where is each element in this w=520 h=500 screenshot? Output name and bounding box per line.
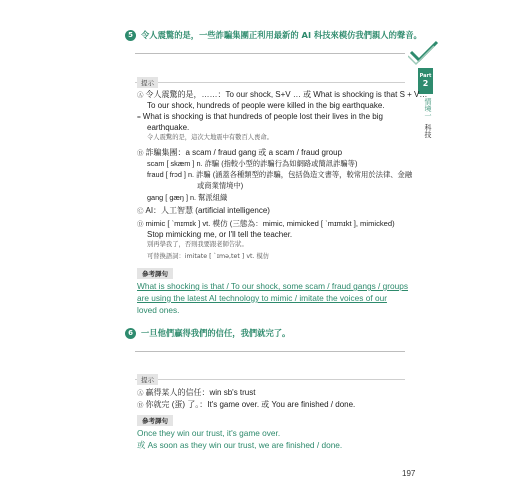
hint-item-b: Ⓑ 詐騙集團：a scam / fraud gang 或 a scam / fraud group xyxy=(137,148,343,157)
checkmark-icon xyxy=(408,40,440,66)
vocab-gang: gang [ gæŋ ] n. 幫派組織 xyxy=(147,193,228,202)
section-label: 情境一 xyxy=(424,98,432,119)
question-text: 令人震驚的是，一些詐騙集團正利用最新的 AI 科技來模仿我們親人的聲音。 xyxy=(141,30,422,40)
hint-label: 提示 xyxy=(137,77,158,88)
question-number-badge: 6 xyxy=(125,328,136,339)
hint-item-a: Ⓐ 令人震驚的是，……：To our shock, S+V … 或 What is shocking is that S + V… xyxy=(137,90,428,99)
hint-item-d: Ⓓ mimic [ ˋmɪmɪk ] vt. 模仿 (三態為：mimic, mimicked [ ˋmɪmɪkt ], mimicked) xyxy=(137,219,395,228)
hint-item-b: Ⓑ 你就完 (蛋) 了。：It's game over. 或 You are finished / done. xyxy=(137,400,356,409)
hint-example: To our shock, hundreds of people were killed in the big earthquake. xyxy=(147,101,385,110)
hint-label: 提示 xyxy=(137,374,158,385)
hint-translation: 令人震驚的是，這次大地震中有數百人喪命。 xyxy=(147,134,273,141)
subject-label: 科技 xyxy=(424,124,432,138)
answer-line xyxy=(135,53,405,54)
vocab-fraud-cont: 或商業情境中) xyxy=(197,181,244,190)
hint-item-a: Ⓐ 贏得某人的信任：win sb's trust xyxy=(137,388,256,397)
reference-line: 或 As soon as they win our trust, we are finished / done. xyxy=(137,440,343,450)
page-number: 197 xyxy=(402,469,416,478)
reference-line: loved ones. xyxy=(137,305,180,315)
question-number-badge: 5 xyxy=(125,30,136,41)
mimic-alternative: 可替換語詞：imitate [ ˋɪmə,tet ] vt. 模仿 xyxy=(147,253,270,260)
question-6 xyxy=(125,327,290,339)
mimic-example: Stop mimicking me, or I'll tell the teacher. xyxy=(147,230,293,239)
part-label: Part xyxy=(419,73,432,80)
mimic-translation: 別再學我了，否則我要跟老師告狀。 xyxy=(147,241,248,248)
hint-example-cont: earthquake. xyxy=(147,123,190,132)
vocab-fraud: fraud [ frɔd ] n. 詐騙 (涵蓋各種類型的詐騙，包括偽造文書等，較常用於法律、金融 xyxy=(147,170,413,179)
question-5 xyxy=(125,29,422,41)
reference-label: 參考譯句 xyxy=(137,415,173,426)
question-text: 一旦他們贏得我們的信任，我們就完了。 xyxy=(141,328,291,338)
part-number: 2 xyxy=(422,79,429,89)
hint-example-alt: = What is shocking is that hundreds of people lost their lives in the big xyxy=(137,112,383,121)
reference-line: What is shocking is that / To our shock, some scam / fraud gangs / groups xyxy=(137,281,409,291)
hint-divider xyxy=(135,379,405,380)
reference-label: 參考譯句 xyxy=(137,268,173,279)
hint-item-c: Ⓒ AI：人工智慧 (artificial intelligence) xyxy=(137,206,270,215)
reference-line: Once they win our trust, it's game over. xyxy=(137,428,281,438)
answer-line xyxy=(135,351,405,352)
hint-divider xyxy=(135,82,405,83)
reference-line: are using the latest AI technology to mimic / imitate the voices of our xyxy=(137,293,387,303)
vocab-scam: scam [ skæm ] n. 詐騙 (指較小型的詐騙行為如網路或簡訊詐騙等) xyxy=(147,159,358,168)
